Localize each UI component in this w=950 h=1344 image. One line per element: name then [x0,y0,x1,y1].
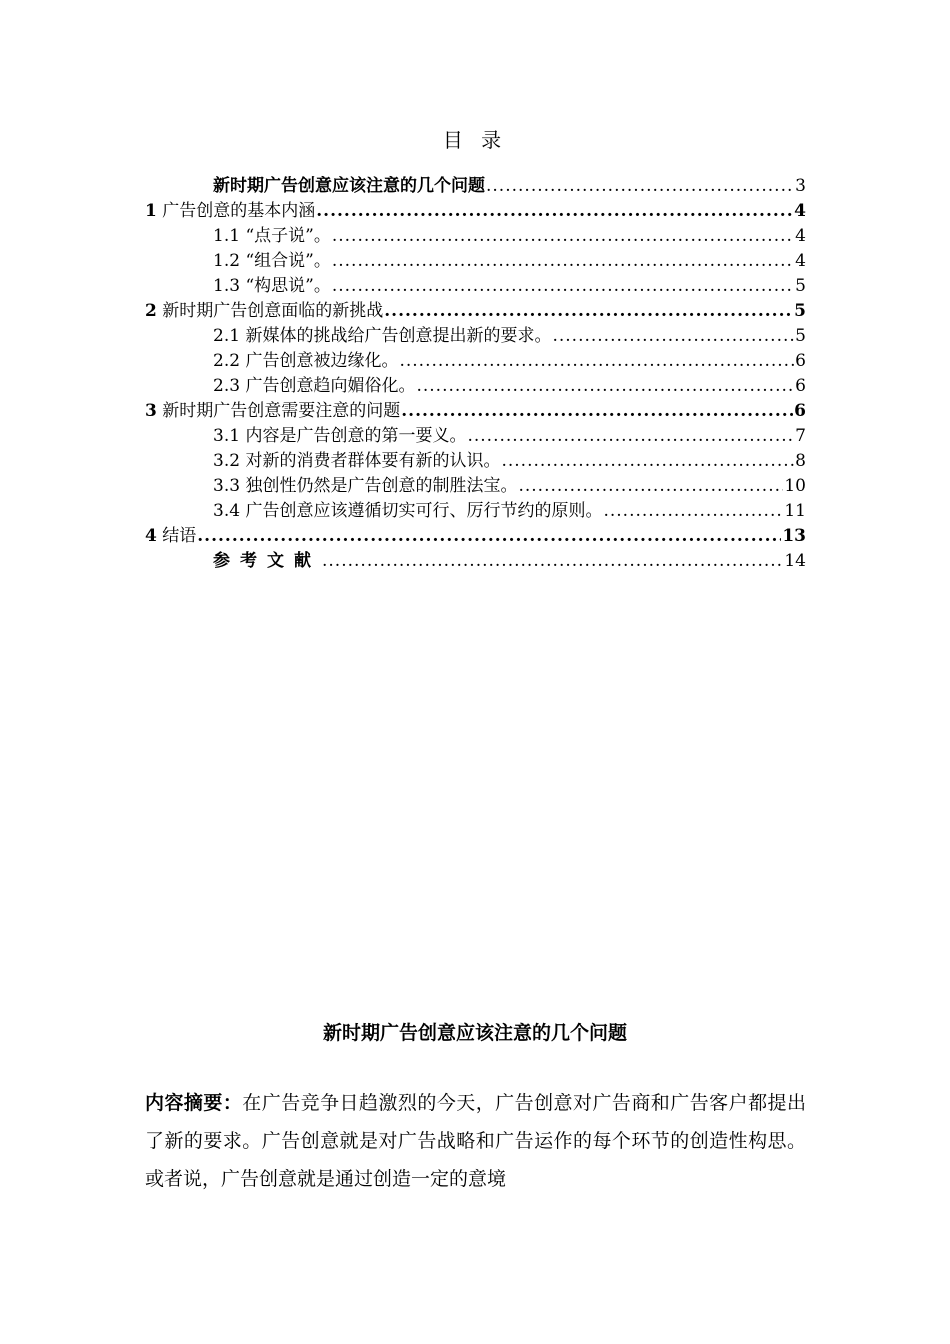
toc-entry-number: 1.2 [213,251,241,271]
toc-entry-text: 广告创意应该遵循切实可行、厉行节约的原则。 [240,501,603,521]
toc-page-number: 13 [782,526,806,546]
toc-entry-text: “组合说”。 [240,251,331,271]
toc-leader [197,524,781,549]
toc-entry-label [213,249,331,274]
document-title: 新时期广告创意应该注意的几个问题 [322,1022,627,1044]
abstract-paragraph [145,1084,806,1198]
toc-entry-label [145,399,400,424]
toc-leader [552,324,794,349]
toc-entry-label [213,324,551,349]
toc-page-number: 14 [784,551,806,571]
toc-page-number: 5 [794,301,806,321]
toc-leader [416,374,794,399]
toc-leader [322,549,783,574]
toc-entry-label [213,349,398,374]
toc-leader [518,474,783,499]
toc-entry-number: 2.3 [213,376,241,396]
toc-entry-text: 对新的消费者群体要有新的认识。 [240,451,501,471]
toc-entry-text: 广告创意被边缘化。 [240,351,399,371]
toc-entry-2-3[interactable] [145,374,806,399]
toc-entry-label [145,299,383,324]
toc-leader [332,274,794,299]
toc-entry-number: 4 [145,526,157,546]
toc-entry-label [213,274,331,299]
toc-entry-text: 结语 [156,526,197,546]
toc-entry-2[interactable] [145,299,806,324]
toc-entry-number: 3.1 [213,426,241,446]
toc-entry-number: 2.2 [213,351,241,371]
toc-entry-number: 3.4 [213,501,241,521]
toc-page-number: 4 [794,201,806,221]
toc-page-number: 5 [795,276,806,296]
toc-entry-text: 独创性仍然是广告创意的制胜法宝。 [240,476,518,496]
toc-page-number: 6 [794,401,806,421]
toc-entry-label: 参考文献 [213,551,321,571]
toc-leader [401,399,793,424]
toc-leader [486,174,794,199]
toc-entry-number: 3.3 [213,476,241,496]
toc-leader [332,224,794,249]
toc-entry-number: 1.3 [213,276,241,296]
toc-entry-label: 新时期广告创意应该注意的几个问题 [213,176,485,196]
toc-entry-number: 3.2 [213,451,241,471]
abstract-lead: 内容摘要： [145,1092,243,1114]
toc-page-number: 4 [795,226,806,246]
toc-entry-3[interactable] [145,399,806,424]
toc-page-number: 6 [795,376,806,396]
toc-leader [316,199,793,224]
toc-entry-text: 广告创意的基本内涵 [156,201,316,221]
toc-entry-number: 2 [145,301,157,321]
toc-page-number: 5 [795,326,806,346]
toc-leader [399,349,794,374]
toc-entry-label [145,199,315,224]
toc-entry-4[interactable] [145,524,806,549]
toc-entry-label [213,474,517,499]
toc-entry-text: 新时期广告创意需要注意的问题 [156,401,401,421]
toc-entry-label [213,499,602,524]
toc-entry-label [213,224,331,249]
toc-entry-3-2[interactable] [145,449,806,474]
toc-entry-text: “构思说”。 [240,276,331,296]
toc-leader [467,424,794,449]
toc-entry-3-4[interactable] [145,499,806,524]
abstract-text: 在广告竞争日趋激烈的今天，广告创意对广告商和广告客户都提出了新的要求。广告创意就是对广告战略和广告运作的每个环节的创造性构思。或者说，广告创意就是通过创造一定的意境 [145,1092,806,1190]
toc-entry-number: 1 [145,201,157,221]
toc-entry-number: 1.1 [213,226,241,246]
toc-entry-2-2[interactable] [145,349,806,374]
toc-page-number: 3 [795,176,806,196]
toc-entry-3-3[interactable] [145,474,806,499]
toc-entry-label [213,374,415,399]
toc-entry-references[interactable] [145,549,806,574]
toc-entry-main-title[interactable] [145,174,806,199]
toc-entry-3-1[interactable] [145,424,806,449]
toc-entry-label [213,449,500,474]
toc-entry-1[interactable] [145,199,806,224]
toc-entry-2-1[interactable] [145,324,806,349]
toc-page-number: 8 [795,451,806,471]
toc-entry-text: 广告创意趋向媚俗化。 [240,376,416,396]
toc-entry-1-1[interactable] [145,224,806,249]
toc-leader [384,299,793,324]
toc-leader [332,249,794,274]
toc-entry-number: 3 [145,401,157,421]
toc-entry-text: “点子说”。 [240,226,331,246]
toc-leader [501,449,794,474]
toc-entry-number: 2.1 [213,326,241,346]
toc-entry-1-2[interactable] [145,249,806,274]
table-of-contents [145,174,806,574]
toc-entry-label [213,424,466,449]
toc-leader [603,499,783,524]
toc-entry-text: 内容是广告创意的第一要义。 [240,426,467,446]
toc-page-number: 4 [795,251,806,271]
toc-title: 目 录 [442,128,508,152]
toc-entry-1-3[interactable] [145,274,806,299]
toc-page-number: 11 [784,501,806,521]
toc-page-number: 10 [784,476,806,496]
toc-entry-label [145,524,196,549]
toc-entry-text: 新媒体的挑战给广告创意提出新的要求。 [240,326,552,346]
toc-page-number: 7 [795,426,806,446]
toc-entry-text: 新时期广告创意面临的新挑战 [156,301,384,321]
toc-page-number: 6 [795,351,806,371]
